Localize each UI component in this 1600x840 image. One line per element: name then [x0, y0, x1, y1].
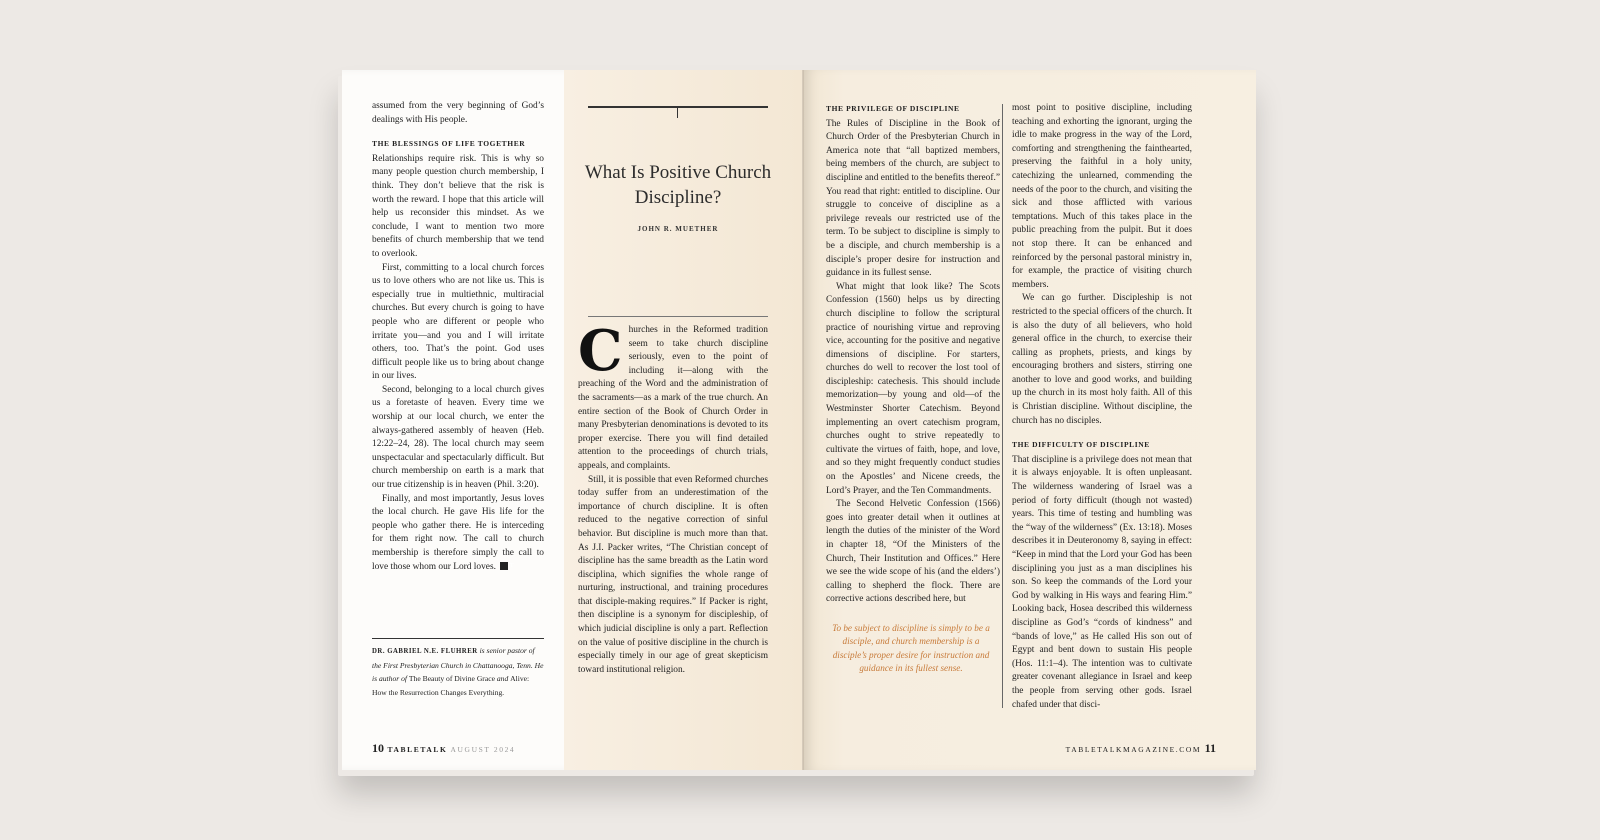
- bio-book-title: The Beauty of Divine Grace: [408, 674, 495, 684]
- right-page: [804, 70, 1256, 770]
- magazine-website: TABLETALKMAGAZINE.COM: [1065, 745, 1202, 754]
- right-paragraph: The Second Helvetic Confession (1566) goes into greater detail when it outlines at length the duties of the minister of the Word in chapter 18, “Of the Ministers of the Church, Their Institution and Offices.” Here we see the wide scope of his (and the elders’) calling to shepherd the flock. There are corrective actions described here, but: [826, 499, 1000, 605]
- page-number: 11: [1204, 741, 1216, 755]
- bio-rule: [372, 638, 544, 639]
- left-column: [372, 100, 544, 574]
- pull-quote: To be subject to discipline is simply to be a disciple, and church membership is a disciple’s proper desire for instruction and guidance in its fullest sense.: [832, 623, 990, 674]
- right-paragraph: What might that look like? The Scots Confession (1560) helps us by directing church discipline to follow the scriptural practice of nourishing virtue and reproving vice, accounting for the positive and negative dimensions of discipline. For starters, churches do well to recover the lost tool of discipleship: catechesis. This should include memorization—by young and old—of the Westminster Shorter Catechism. Beyond implementing an overt catechism program, churches ought to strive repeatedly to cultivate the virtues of faith, hope, and love, and so they might frequently conduct studies on the Apostles’ and Nicene creeds, the Lord’s Prayer, and the Ten Commandments.: [826, 281, 1000, 496]
- magazine-name: TABLETALK: [387, 745, 448, 754]
- column-divider: [1002, 104, 1003, 708]
- body-rule: [588, 316, 768, 317]
- bio-text: and: [494, 674, 511, 684]
- left-paragraph: Relationships require risk. This is why so many people question church membership, I think. They don’t believe that the risk is worth the reward. I hope that this article will help us reconsider this mindset. As we conclude, I want to mention two more benefits of church membership that we tend to overlook.: [372, 153, 544, 259]
- author-bio: [372, 644, 544, 699]
- section-heading: THE DIFFICULTY OF DISCIPLINE: [1012, 440, 1150, 450]
- right-paragraph: most point to positive discipline, including teaching and exhorting the ignorant, urging the idle to make progress in the way of the Lord, comforting and strengthening the fainthearted, preserving the faithful in a holy unity, catechizing the unlearned, commending the needs of the poor to the church, and visiting the sick and those afflicted with various temptations. Much of this takes place in the public preaching from the pulpit. But it does not stop there. It can be enhanced and reinforced by the personal pastoral ministry in, for example, the practice of visiting church members.: [1012, 103, 1192, 290]
- bio-text: is senior pastor of the First Presbyterian Church in Chattanooga, Tenn. He is author of: [372, 646, 544, 684]
- right-paragraph: That discipline is a privilege does not mean that it is always enjoyable. It is often unpleasant. The wilderness wandering of Israel was a period of forty difficult (though not wasted) years. This time of testing and humbling was the “way of the wilderness” (Ex. 13:18). Moses describes it in Deuteronomy 8, saying in effect: “Keep in mind that the Lord your God has been disciplining you just as a man disciplines his son. So keep the commands of the Lord your God by walking in His ways and fearing Him.” Looking back, Hosea described this wilderness discipline as God’s “cords of kindness” and “bands of love,” as He called His son out of Egypt and bent down to sustain His people (Hos. 11:1–4). The intention was to cultivate greater covenant allegiance in Israel and keep the people from serving other gods. Israel chafed under that disci-: [1012, 454, 1192, 710]
- article-paragraph: Still, it is possible that even Reformed churches today suffer from an underestimation of the importance of church discipline. It is often reduced to the negative correction of sinful behavior. But discipline is much more than that. As J.I. Packer writes, “The Christian concept of discipline has the same breadth as the Latin word disciplina, which signifies the whole range of nurturing, instructional, and training procedures that disciple-making requires.” If Packer is right, then discipline is a synonym for discipleship, of which judicial discipline is only a part. Reflection on the value of positive discipline in the church is especially timely in our age of great skepticism toward institutional religion.: [578, 474, 768, 675]
- left-intro: assumed from the very beginning of God’s dealings with His people.: [372, 101, 544, 125]
- right-paragraph: The Rules of Discipline in the Book of Church Order of the Presbyterian Church in America note that “all baptized members, being members of the church, are subject to discipline and entitled to the benefits thereof.” You read that right: entitled to discipline. Our struggle to conceive of discipline as a privilege reveals our restricted use of the term. To be subject to discipline is simply to be a disciple, and church membership is a disciple’s proper desire for instruction and guidance in its fullest sense.: [826, 118, 1000, 279]
- right-column-1: [826, 102, 1000, 607]
- article-title: What Is Positive Church Discipline?: [584, 162, 772, 208]
- section-heading: THE BLESSINGS OF LIFE TOGETHER: [372, 139, 526, 149]
- bio-name: DR. GABRIEL N.E. FLUHRER: [372, 648, 478, 655]
- left-paragraph: [372, 493, 544, 575]
- right-folio: [1066, 741, 1216, 756]
- right-column-2: [1012, 102, 1192, 712]
- drop-cap: C: [578, 318, 623, 384]
- article-paragraph: hurches in the Reformed tradition seem to take church discipline seriously, even to the point of including it—along with the preaching of the Word and the administration of the sacraments—as a mark of the true church. An entire section of the Book of Church Order in many Presbyterian denominations is devoted to its proper exercise. There you will find detailed attention to the proceedings of church trials, appeals, and complaints.: [578, 325, 768, 471]
- left-page: [342, 70, 804, 770]
- left-paragraph: Second, belonging to a local church gives us a foretaste of heaven. Every time we worship at our local church, we enter the always-gathered assembly of heaven (Heb. 12:22–24, 28). The local church may seem unspectacular and spectacularly difficult. But church membership on earth is a mark that our true citizenship is in heaven (Phil. 3:20).: [372, 384, 544, 491]
- issue-date: AUGUST 2024: [450, 745, 516, 754]
- article-body: [578, 318, 768, 677]
- bio-text: .: [502, 687, 505, 697]
- end-mark-icon: T: [500, 562, 508, 570]
- article-author: JOHN R. MUETHER: [637, 225, 719, 233]
- section-heading: THE PRIVILEGE OF DISCIPLINE: [826, 104, 960, 113]
- right-paragraph: We can go further. Discipleship is not restricted to the special officers of the church. It is also the duty of all believers, who hold general office in the church, to exercise their calling as prophets, priests, and kings by encouraging brothers and sisters, stirring one another to love and good works, and building up the church in its most holy faith. All of this is Christian discipline. Without discipline, the church has no disciples.: [1012, 293, 1192, 426]
- title-rule-tick: [677, 108, 678, 118]
- left-paragraph-text: Finally, and most importantly, Jesus loves the local church. He gave His life for the people who gather there. He is interceding for them right now. The call to church membership is therefore simply the call to love those whom our Lord loves.: [372, 493, 544, 572]
- title-rule: [588, 106, 768, 108]
- bio-book-title: Alive: How the Resurrection Changes Everything: [372, 674, 530, 697]
- left-folio: [372, 741, 515, 756]
- page-number: 10: [372, 741, 384, 755]
- left-paragraph: First, committing to a local church forces us to love others who are not like us. This is especially true in multiethnic, multiracial churches. But every church is going to have people who are different or people who irritate you—and you and I will irritate others, too. That’s the point. God uses difficult people like us to bring about change in our lives.: [372, 262, 544, 382]
